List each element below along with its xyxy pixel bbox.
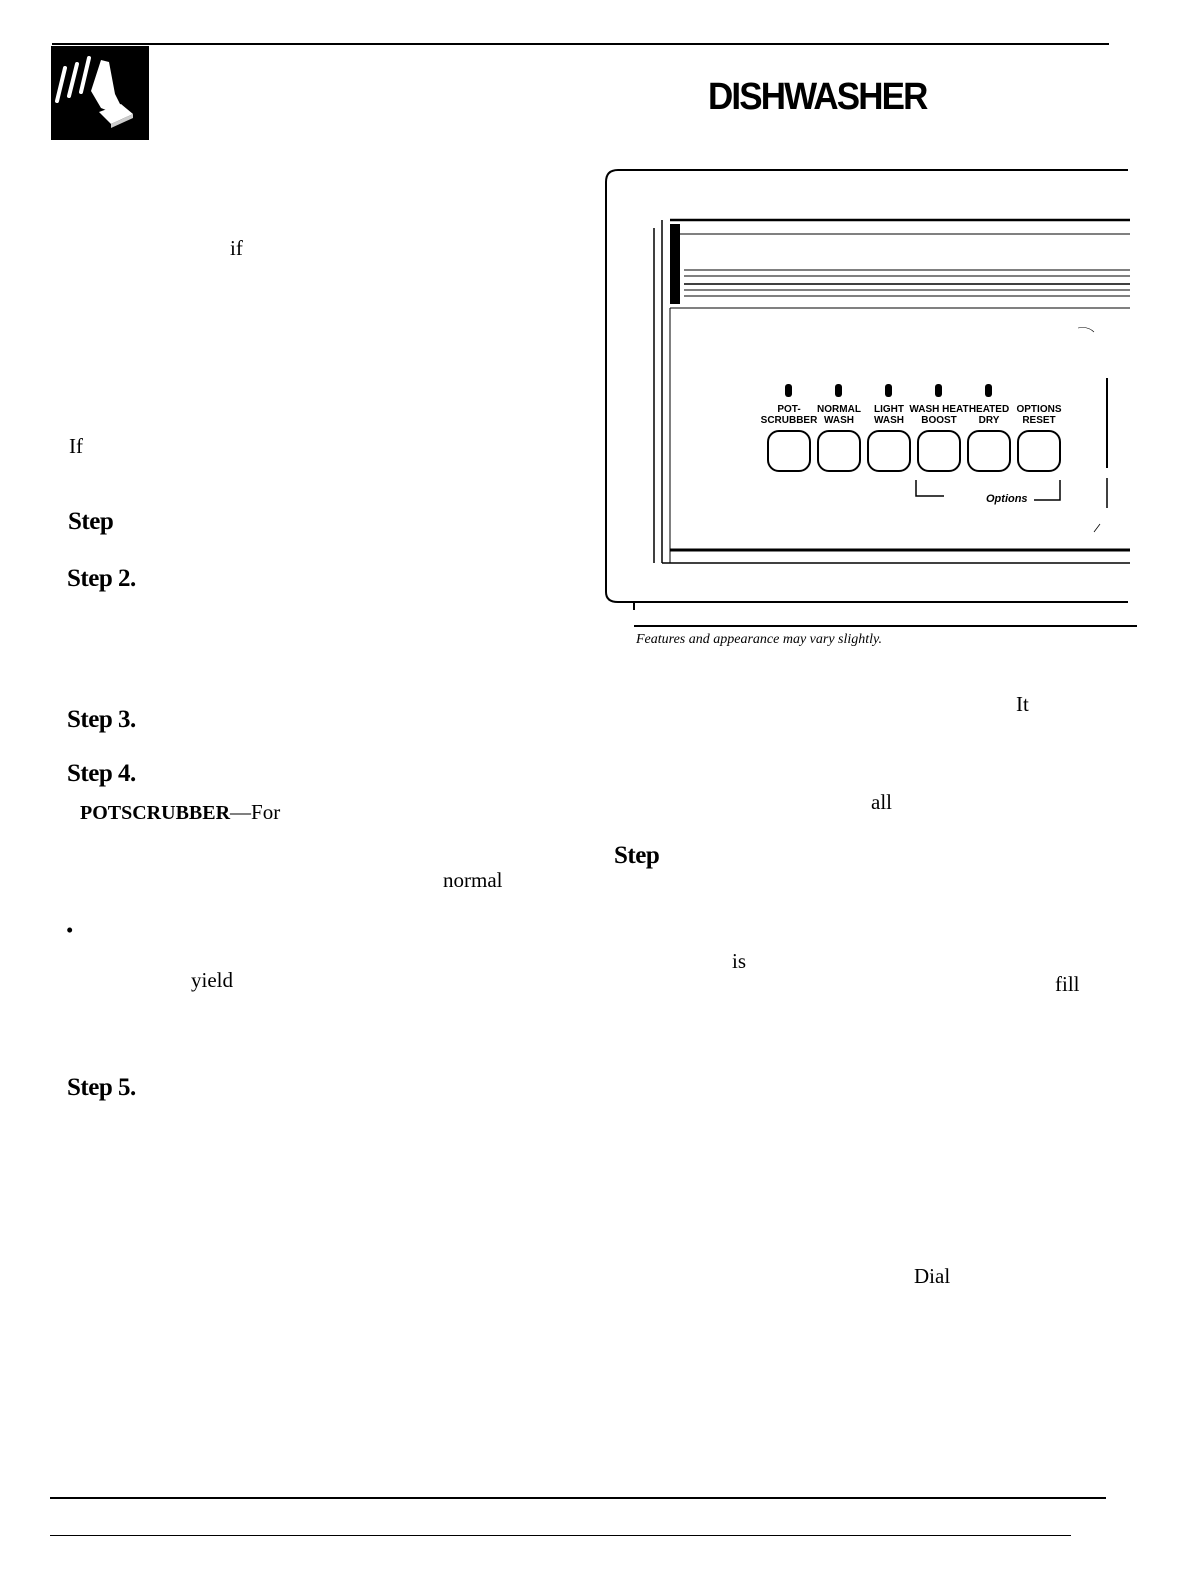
panel-button-label-line1: NORMAL [817,404,861,415]
panel-button-label [1009,404,1069,426]
potscrubber-term: POTSCRUBBER [80,802,231,824]
panel-button[interactable] [817,430,861,472]
panel-button-label-line2: WASH [874,415,904,426]
options-label: Options [986,493,1028,505]
indicator-light [885,384,892,397]
panel-button[interactable] [1017,430,1061,472]
text-yield: yield [191,968,233,992]
text-normal: normal [443,868,503,892]
panel-button-label-line2: BOOST [921,415,957,426]
illustration-base-rule [634,625,1137,627]
step-heading-right: Step [614,842,660,869]
control-panel-illustration [604,168,1134,610]
panel-button-label-line2: DRY [978,415,1000,426]
indicator-light [985,384,992,397]
indicator-light [785,384,792,397]
panel-button-label-line2: WASH [824,415,854,426]
text-Dial: Dial [914,1264,951,1288]
text-if: if [230,236,243,260]
hand-pressing-button-icon [51,46,149,140]
panel-button-label-line2: RESET [1022,415,1056,426]
potscrubber-line [80,800,280,825]
step-1-heading: Step [68,508,114,535]
step-4-heading: Step 4. [67,760,136,787]
panel-button-label-line1: LIGHT [874,404,904,415]
panel-button-label-line2: SCRUBBER [760,415,818,426]
step-3-heading: Step 3. [67,706,136,733]
text-is: is [732,949,747,973]
bullet: • [66,918,74,942]
panel-button-label-line1: POT- [777,404,801,415]
text-It: It [1016,692,1029,716]
text-If: If [69,434,83,458]
footer-rule-top [50,1497,1106,1499]
panel-button[interactable] [917,430,961,472]
panel-button[interactable] [767,430,811,472]
header-top-rule [52,43,1109,45]
panel-button[interactable] [967,430,1011,472]
step-5-heading: Step 5. [67,1074,136,1101]
indicator-light [835,384,842,397]
text-fill: fill [1055,972,1080,996]
footer-rule-bottom [50,1535,1071,1536]
panel-button-label-line1: OPTIONS [1016,404,1062,415]
panel-button-label-line1: HEATED [968,404,1010,415]
panel-button[interactable] [867,430,911,472]
illustration-caption: Features and appearance may vary slightly. [636,632,882,647]
text-all: all [871,790,892,814]
potscrubber-text: —For [230,800,281,824]
indicator-light [935,384,942,397]
step-2-heading: Step 2. [67,565,136,592]
panel-button-label-line1: WASH HEAT [909,404,969,415]
page-title: DISHWASHER [708,76,927,118]
